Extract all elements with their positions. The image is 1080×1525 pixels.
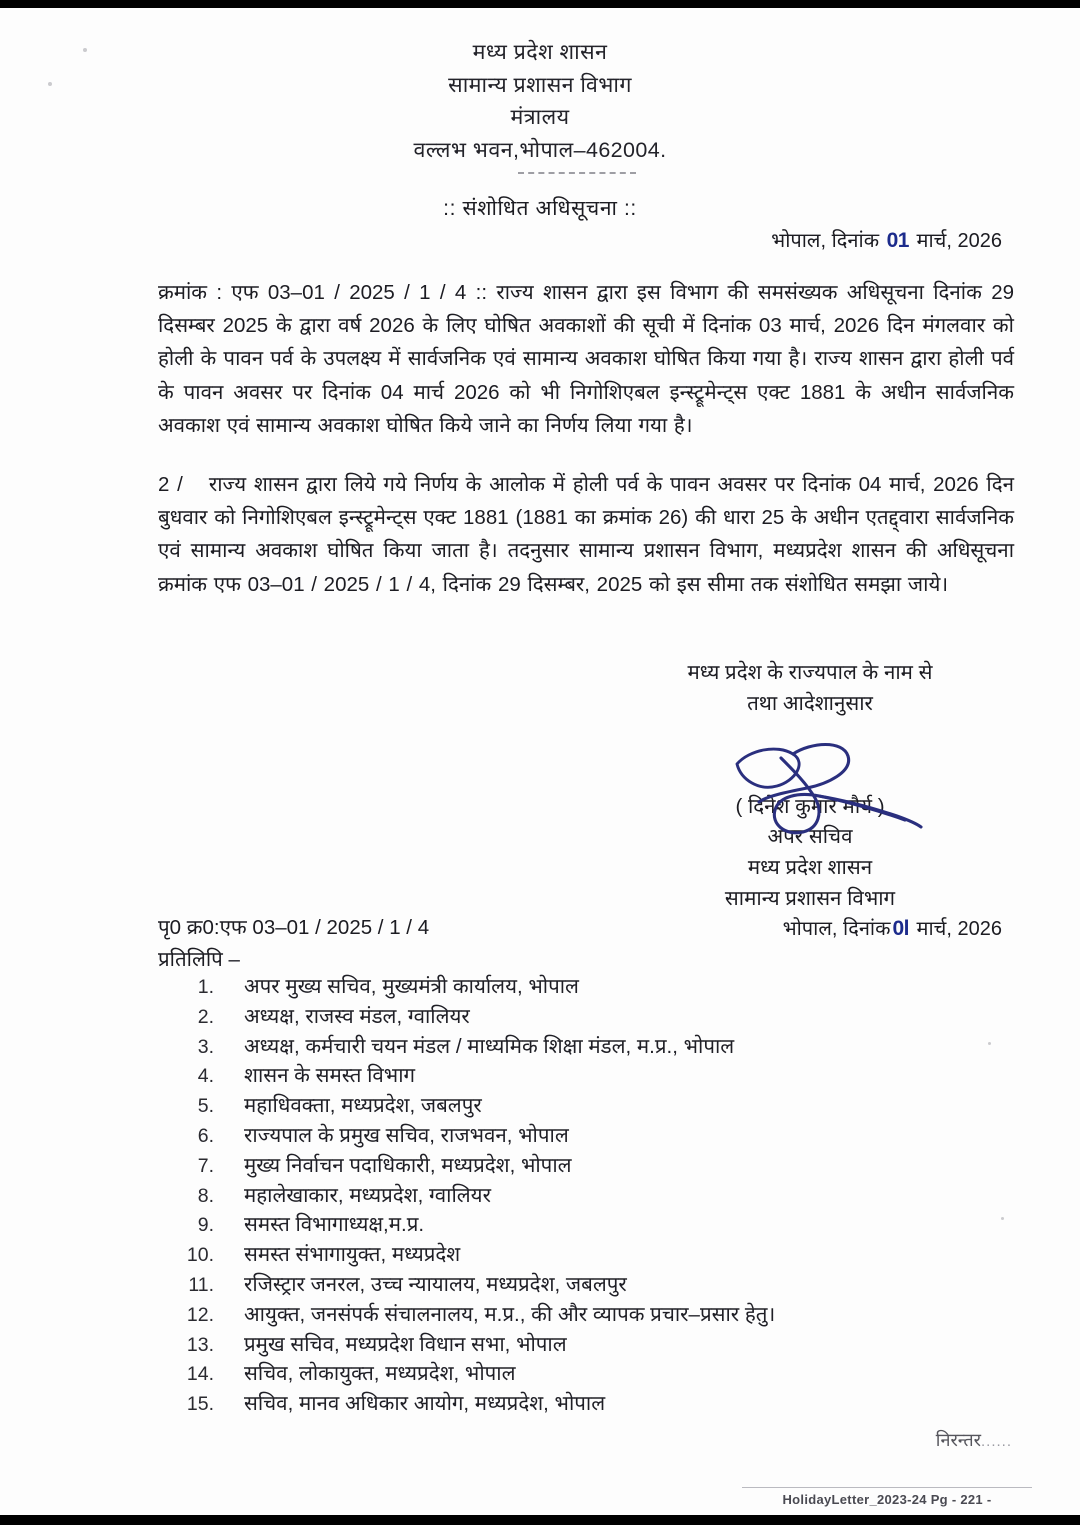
- list-item-number: 10.: [186, 1244, 214, 1267]
- list-item-number: 8.: [197, 1184, 214, 1207]
- place-date-suffix: मार्च, 2026: [916, 230, 1002, 252]
- list-item-number: 9.: [197, 1214, 214, 1237]
- list-item-number: 2.: [197, 1005, 214, 1028]
- list-item-label: अध्यक्ष, राजस्व मंडल, ग्वालियर: [244, 1004, 470, 1028]
- paragraph-1: [158, 276, 1014, 442]
- paragraph-2-text: राज्य शासन द्वारा लिये गये निर्णय के आलोक में होली पर्व के पावन अवसर पर दिनांक 04 मार्च, 2026 दिन बुधवार को निगोशिएबल इन्स्ट्रूमेन्ट्स एक्ट 1881 (1881 का क्रमांक 26) की धारा 25 के अधीन एतद्द्वारा सार्वजनिक एवं सामान्य अवकाश घोषित किया जाता है। तदनुसार सामान्य प्रशासन विभाग, मध्यप्रदेश शासन की अधिसूचना क्रमांक एफ 03–01 / 2025 / 1 / 4, दिनांक 29 दिसम्बर, 2025 को इस सीमा तक संशोधित समझा जाये।: [158, 473, 1015, 596]
- endorsement-reference-block: [158, 912, 429, 976]
- list-item-number: 13.: [186, 1333, 214, 1356]
- continued-dots: ......: [980, 1433, 1012, 1450]
- list-item-number: 15.: [186, 1393, 214, 1416]
- signatory-designation: अपर सचिव: [767, 825, 853, 849]
- endorsement-handwritten-day: 0l: [892, 917, 909, 940]
- list-item-number: 6.: [197, 1124, 214, 1147]
- list-item: [170, 1270, 1050, 1300]
- list-item: [170, 1061, 1050, 1091]
- list-item: [170, 1389, 1050, 1419]
- archive-stamp: HolidayLetter_2023-24 Pg - 221 -: [782, 1492, 992, 1507]
- list-item-label: राज्यपाल के प्रमुख सचिव, राजभवन, भोपाल: [244, 1123, 569, 1147]
- notification-title: :: संशोधित अधिसूचना ::: [443, 197, 637, 220]
- list-item-label: महाधिवक्ता, मध्यप्रदेश, जबलपुर: [244, 1094, 482, 1118]
- place-date-prefix: भोपाल, दिनांक: [771, 230, 880, 252]
- list-item: [170, 1002, 1050, 1032]
- list-item-number: 12.: [186, 1303, 214, 1326]
- list-item-number: 11.: [188, 1273, 214, 1296]
- scan-edge-top: [0, 0, 1080, 8]
- list-item: [170, 1300, 1050, 1330]
- list-item: [170, 1359, 1050, 1389]
- list-item-number: 5.: [197, 1095, 214, 1118]
- paragraph-1-text: क्रमांक : एफ 03–01 / 2025 / 1 / 4 :: राज्य शासन द्वारा इस विभाग की समसंख्यक अधिसूचना दिनांक 29 दिसम्बर 2025 के द्वारा वर्ष 2026 के लिए घोषित अवकाशों की सूची में दिनांक 03 मार्च, 2026 दिन मंगलवार को होली के पावन पर्व के उपलक्ष्य में सार्वजनिक एवं सामान्य अवकाश घोषित किया गया है। राज्य शासन द्वारा होली पर्व के पावन अवसर पर दिनांक 04 मार्च 2026 को भी निगोशिएबल इन्स्ट्रूमेन्ट्स एक्ट 1881 के अधीन सार्वजनिक अवकाश एवं सामान्य अवकाश घोषित किये जाने का निर्णय लिया गया है।: [158, 281, 1014, 437]
- list-item-number: 1.: [197, 976, 214, 998]
- list-item-number: 14.: [186, 1363, 214, 1386]
- letterhead: [0, 36, 1080, 167]
- endorsement-place-date: [783, 914, 1002, 941]
- signatory-name: ( दिनेश कुमार मौर्य ): [735, 794, 885, 818]
- by-order-line-1: मध्य प्रदेश के राज्यपाल के नाम से: [687, 661, 933, 684]
- list-item-number: 3.: [197, 1035, 214, 1058]
- handwritten-day-value: 01: [886, 229, 909, 252]
- list-item-label: समस्त संभागायुक्त, मध्यप्रदेश: [244, 1243, 461, 1267]
- endorsement-place-suffix: मार्च, 2026: [916, 918, 1002, 940]
- paragraph-2-number: 2 /: [158, 473, 183, 497]
- letterhead-line-address: वल्लभ भवन,भोपाल–462004.: [413, 138, 667, 163]
- letterhead-line-department: सामान्य प्रशासन विभाग: [448, 72, 632, 97]
- footer-divider: [742, 1487, 1032, 1488]
- list-item-label: सचिव, मानव अधिकार आयोग, मध्यप्रदेश, भोपाल: [244, 1392, 606, 1416]
- letterhead-line-government: मध्य प्रदेश शासन: [472, 40, 608, 64]
- list-item-label: मुख्य निर्वाचन पदाधिकारी, मध्यप्रदेश, भोपाल: [244, 1153, 572, 1177]
- paragraph-2: [158, 468, 1014, 601]
- list-item: [170, 972, 1050, 1002]
- header-divider: [518, 172, 636, 174]
- signature-space: [600, 720, 1020, 792]
- signatory-department: सामान्य प्रशासन विभाग: [724, 886, 896, 910]
- list-item: [170, 1181, 1050, 1211]
- list-item-label: महालेखाकार, मध्यप्रदेश, ग्वालियर: [244, 1183, 491, 1207]
- endorsement-copy-label: प्रतिलिपि –: [158, 947, 240, 971]
- list-item: [170, 1330, 1050, 1360]
- list-item-label: अध्यक्ष, कर्मचारी चयन मंडल / माध्यमिक शिक्षा मंडल, म.प्र., भोपाल: [244, 1034, 735, 1058]
- scan-edge-bottom: [0, 1515, 1080, 1525]
- list-item-number: 4.: [197, 1065, 214, 1088]
- notification-body: [158, 276, 1014, 627]
- list-item-number: 7.: [197, 1154, 214, 1177]
- list-item-label: आयुक्त, जनसंपर्क संचालनालय, म.प्र., की और व्यापक प्रचार–प्रसार हेतु।: [244, 1302, 776, 1326]
- letterhead-line-secretariat: मंत्रालय: [510, 105, 570, 130]
- list-item-label: समस्त विभागाध्यक्ष,म.प्र.: [244, 1213, 425, 1237]
- endorsement-place-prefix: भोपाल, दिनांक: [782, 918, 891, 940]
- list-item-label: प्रमुख सचिव, मध्यप्रदेश विधान सभा, भोपाल: [244, 1332, 567, 1356]
- list-item: [170, 1151, 1050, 1181]
- list-item-label: अपर मुख्य सचिव, मुख्यमंत्री कार्यालय, भोपाल: [244, 975, 579, 998]
- list-item-label: शासन के समस्त विभाग: [244, 1064, 416, 1088]
- list-item: [170, 1091, 1050, 1121]
- list-item-label: रजिस्ट्रार जनरल, उच्च न्यायालय, मध्यप्रदेश, जबलपुर: [244, 1272, 627, 1296]
- list-item: [170, 1032, 1050, 1062]
- continued-marker: [936, 1428, 1012, 1452]
- place-and-date: [771, 226, 1002, 253]
- signatory-government: मध्य प्रदेश शासन: [747, 856, 873, 879]
- endorsement-reference: पृ0 क्र0:एफ 03–01 / 2025 / 1 / 4: [158, 916, 430, 939]
- signature-block: [600, 658, 1020, 915]
- continued-label: निरन्तर: [935, 1430, 981, 1450]
- by-order-line-2: तथा आदेशानुसार: [747, 691, 873, 715]
- distribution-list: [170, 972, 1050, 1419]
- list-item: [170, 1240, 1050, 1270]
- list-item-label: सचिव, लोकायुक्त, मध्यप्रदेश, भोपाल: [244, 1362, 516, 1386]
- list-item: [170, 1121, 1050, 1151]
- list-item: [170, 1210, 1050, 1240]
